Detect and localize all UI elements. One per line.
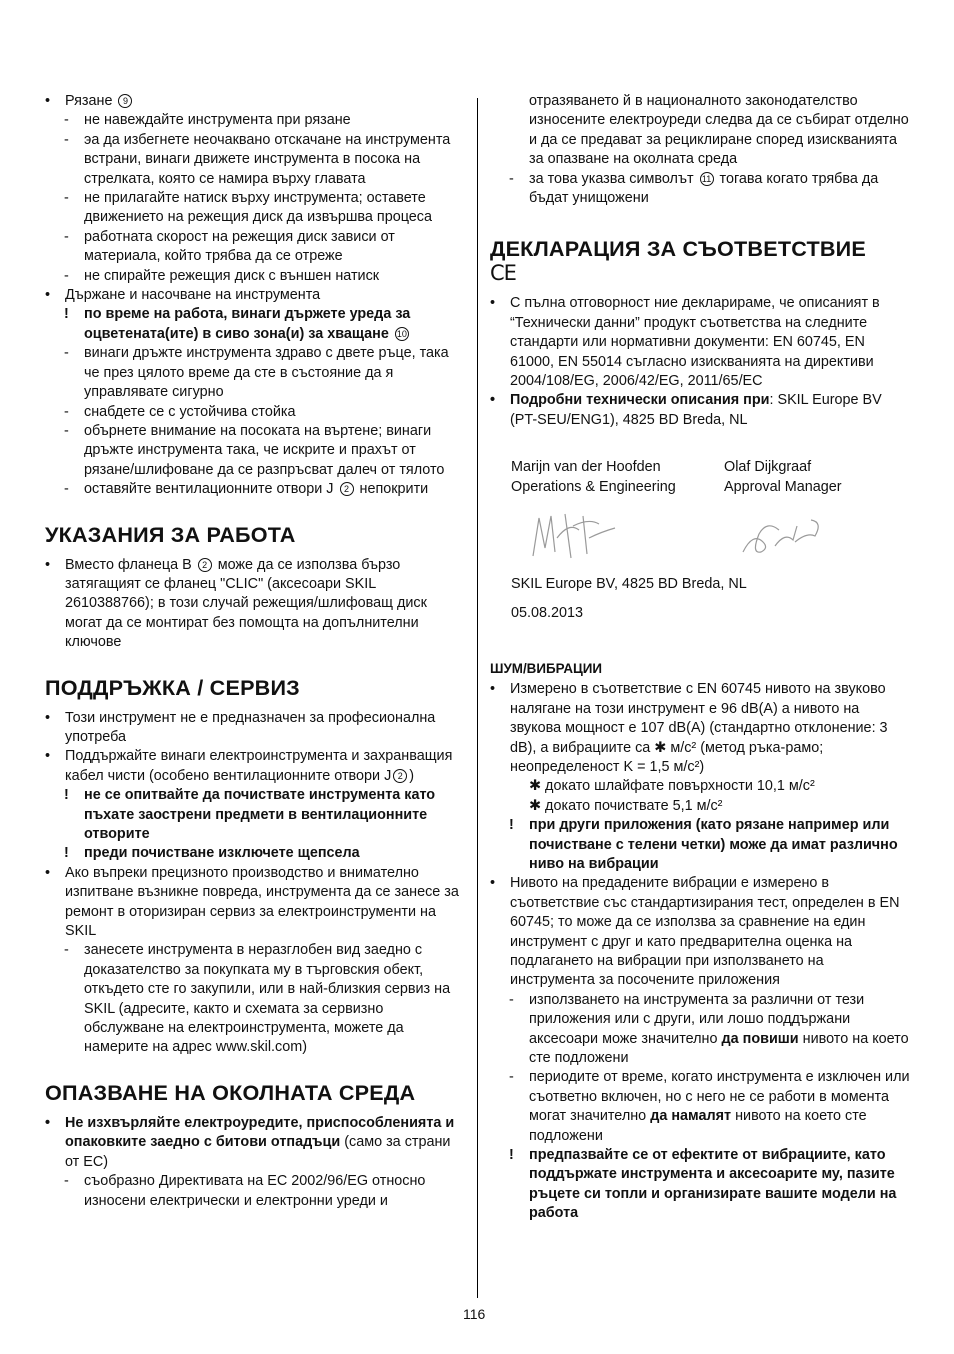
- list-item-holding: • Държане и насочване на инструмента: [45, 287, 321, 304]
- list-item: - периодите от време, когато инструмента е изключен или съответно включен, но с него не се работи в момента могат значително да намалят нивото на което сте подложени: [509, 1069, 910, 1144]
- callout-number: 2: [393, 769, 407, 783]
- list-item: • Не изхвърляйте електроуредите, приспособленията и опаковките заедно с битови отпадъци (само за страни от ЕС): [45, 1114, 455, 1170]
- signature-block: [511, 444, 910, 644]
- signer-name: Olaf Dijkgraaf: [724, 459, 812, 476]
- warning-item: ! предпазвайте се от ефектите от вибрациите, като поддържате инструмента и аксесоарите му, пазите ръцете си топли и организирате вашите модели на работа: [509, 1147, 897, 1222]
- declaration-date: 05.08.2013: [511, 605, 584, 622]
- callout-number: 10: [396, 328, 407, 339]
- list-item: - използването на инструмента за различни от тези приложения или с други, или лошо поддържани аксесоари може значително да повиши нивото на което сте подложени: [509, 991, 909, 1066]
- ce-mark-icon: CE: [490, 261, 516, 286]
- callout-number: 11: [700, 172, 714, 186]
- list-item: - оставяйте вентилационните отвори J 2 непокрити: [64, 481, 429, 498]
- company-address: SKIL Europe BV, 4825 BD Breda, NL: [511, 576, 747, 593]
- list-item: • Поддържайте винаги електроинструмента и захранващия кабел чисти (особено вентилационните отвори J 2 ): [45, 748, 453, 784]
- left-column: [45, 92, 465, 1211]
- warning-item: ! при други приложения (като рязане например или почистване с телени четки) може да имат различно ниво на вибрации: [509, 817, 898, 872]
- signer-name: Marijn van der Hoofden: [511, 459, 661, 476]
- signature-1-icon: [529, 508, 619, 564]
- list-item-cutting: • Рязане 9: [45, 92, 465, 111]
- right-column: [490, 92, 910, 1224]
- list-item: • Нивото на предадените вибрации е измерено в съответствие със стандартизирания тест, определен в EN 60745; то може да се използва за сравнение на един инструмент с друг и като предварителна оценка на подлагането на вибрации при използването на инструмента за посочените приложения: [490, 875, 900, 989]
- callout-number: 2: [198, 558, 212, 572]
- list-item: ✱ докато почиствате 5,1 м/с²: [529, 797, 723, 814]
- list-item: - снабдете се с устойчива стойка: [64, 403, 296, 420]
- warning-item: ! преди почистване изключете щепсела: [64, 845, 360, 862]
- list-item: - винаги дръжте инструмента здраво с двете ръце, така че през цялото време да сте в състояние да я управлявате сигурно: [64, 345, 449, 401]
- signer-title: Operations & Engineering: [511, 479, 676, 496]
- section-heading-noise: ШУМ/ВИБРАЦИИ: [490, 661, 603, 677]
- list-item: - обърнете внимание на посоката на въртене; винаги дръжте инструмента така, че искрите и прахът от рязане/шлифоване да се разпръсват далеч от тялото: [64, 422, 445, 478]
- section-heading-maintenance: ПОДДРЪЖКА / СЕРВИЗ: [45, 674, 300, 700]
- list-item: - эа да избегнете неочаквано отскачане на инструмента встрани, винаги движете инструмента в посока на стрелката, която се намира върху главата: [64, 131, 451, 187]
- page-number: 116: [463, 1306, 486, 1322]
- warning-item: ! не се опитвайте да почиствате инструмента като пъхате заострени предмети в вентилационните отворите: [64, 787, 436, 842]
- list-item: • Ако въпреки прецизното производство и внимателно изпитване възникне повреда, инструмента да се занесе за ремонт в оторизиран сервиз за електроинструменти на SKIL: [45, 864, 459, 940]
- signature-2-icon: [739, 512, 829, 562]
- list-item: • С пълна отговорност ние декларираме, че описаният в “Технически данни” продукт съответства на следните стандарти или нормативни документи: EN 60745, EN 61000, EN 55014 съгласно изискванията на директиви 2004/108/EG, 2006/42/EG, 2011/65/EC: [490, 295, 880, 390]
- section-heading-environment: ОПАЗВАНЕ НА ОКОЛНАТА СРЕДА: [45, 1079, 416, 1105]
- column-divider: [477, 98, 478, 1298]
- list-item: - занесете инструмента в неразглобен вид заедно с доказателство за покупката му в търговския обект, откъдето сте го закупили, или в най-близкия сервиз на SKIL (адресите, както и схемата за сервизно обслужване на електроинструмента, можете да намерите на адрес www.skil.com): [64, 942, 451, 1056]
- list-item: - не спирайте режещия диск с външен натиск: [64, 267, 380, 284]
- signer-title: Approval Manager: [724, 479, 842, 496]
- callout-number: 9: [118, 94, 132, 108]
- list-item: ✱ докато шлайфате повърхности 10,1 м/с²: [529, 778, 815, 795]
- list-item: • Вместо фланеца B 2 може да се използва бързо затягащият се фланец "CLIC" (аксесоари SKIL 2610388766); в този случай режещия/шлифоващ диск могат да се монтират без помощта на допълнителни ключове: [45, 556, 427, 651]
- warning-item: ! по време на работа, винаги държете уреда за оцветената(ите) в сиво зона(и) за хващане 10: [64, 306, 411, 342]
- continued-text: отразяването й в националното законодателство износените електроуреди следва да се събират отделно и да се предават за рециклиране според изискванията за опазване на околната среда: [529, 93, 909, 168]
- callout-number: 2: [340, 482, 354, 496]
- list-item: - съобразно Директивата на ЕС 2002/96/EG относно износени електрически и електронни уреди и: [64, 1173, 426, 1209]
- section-heading-declaration: ДЕКЛАРАЦИЯ ЗА СЪОТВЕТСТВИЕ CE: [490, 236, 910, 286]
- section-heading-work-hints: УКАЗАНИЯ ЗА РАБОТА: [45, 521, 296, 547]
- list-item: • Измерено в съответствие с EN 60745 нивото на звуково налягане на този инструмент е 96 dB(A) а нивото на звукова мощност е 107 dB(A) (стандартно отклонение: 3 dB), а вибрациите са ✱ м/с² (метод ръка-рамо; неопределеност K = 1,5 м/с²): [490, 681, 888, 775]
- list-item: - работната скорост на режещия диск зависи от материала, който трябва да се отреже: [64, 228, 395, 265]
- list-item: - не прилагайте натиск върху инструмента; оставете движението на режещия диск да извършва процеса: [64, 190, 432, 226]
- list-item: - не навеждайте инструмента при рязане: [64, 112, 351, 129]
- list-item: • Подробни технически описания при: SKIL Europe BV (PT-SEU/ENG1), 4825 BD Breda, NL: [490, 392, 882, 428]
- list-item: • Този инструмент не е предназначен за професионална употреба: [45, 709, 436, 745]
- list-item: - за това указва символът 11 тогава когато трябва да бъдат унищожени: [509, 170, 879, 207]
